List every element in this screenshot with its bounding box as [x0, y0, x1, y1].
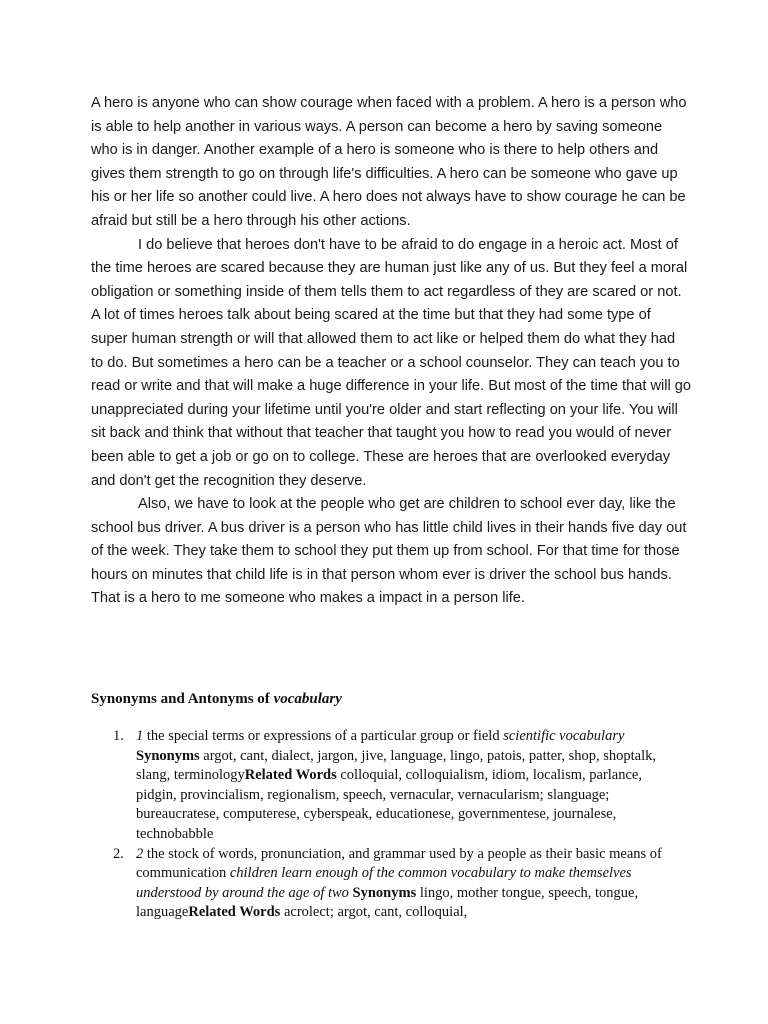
related-words-label: Related Words	[244, 767, 337, 784]
item-number: 1.	[113, 728, 124, 744]
usage-example: scientific vocabulary	[503, 728, 625, 744]
section-heading	[91, 688, 681, 710]
sense-number: 2	[136, 845, 144, 862]
definition-text: the stock of words, pronunciation, and grammar used by a people as their basic means of communication	[136, 845, 662, 882]
definition-list	[91, 727, 681, 923]
synonyms-text: argot, cant, dialect, jargon, jive, language, lingo, patois, patter, shop, shoptalk, slang, terminology	[136, 747, 657, 784]
synonyms-text: lingo, mother tongue, speech, tongue, language	[136, 884, 639, 921]
definition-item	[91, 845, 681, 923]
sense-number: 1	[136, 728, 144, 744]
heading-prefix: Synonyms and Antonyms of	[91, 691, 274, 707]
related-words-text: colloquial, colloquialism, idiom, localism, parlance, pidgin, provincialism, regionalism, speech, vernacular, vernacularism; slanguage; bureaucratese, computerese, cyberspeak, educationese, governmentese, journalese, technobabble	[136, 767, 642, 842]
related-words-label: Related Words	[188, 904, 281, 921]
definition-item	[91, 727, 681, 845]
definition-text: the special terms or expressions of a particular group or field	[143, 728, 504, 744]
item-number: 2.	[113, 845, 124, 862]
usage-example: children learn enough of the common vocabulary to make themselves understood by around the age of two	[136, 865, 632, 901]
synonyms-label: Synonyms	[352, 884, 417, 901]
related-words-text: acrolect; argot, cant, colloquial,	[280, 904, 468, 921]
vocabulary-section	[91, 688, 681, 923]
essay-paragraph: Also, we have to look at the people who get are children to school ever day, like the school bus driver. A bus driver is a person who has little child lives in their hands five day out of the week. They take them to school they put them up from school. For that time for those hours on minutes that child life is in that person whom ever is driver the school bus hands. That is a hero to me someone who makes a impact in a person life.	[91, 496, 687, 607]
heading-word: vocabulary	[273, 691, 342, 707]
hero-essay	[91, 92, 691, 611]
essay-paragraph: I do believe that heroes don't have to be afraid to do engage in a heroic act. Most of the time heroes are scared because they are human just like any of us. But they feel a moral obligation or something inside of them tells them to act regardless of they are scared or not. A lot of times heroes talk about being scared at the time but that they had some type of super human strength or will that allowed them to act like or helped them do what they had to do. But sometimes a hero can be a teacher or a school counselor. They can teach you to read or write and that will make a huge difference in your life. But most of the time that will go unappreciated during your lifetime until you're older and start reflecting on your life. You will sit back and think that without that teacher that taught you how to read you would of never been able to get a job or go on to college. These are heroes that are overlooked everyday and don't get the recognition they deserve.	[91, 236, 691, 489]
essay-paragraph: A hero is anyone who can show courage when faced with a problem. A hero is a person who is able to help another in various ways. A person can become a hero by saving someone who is in danger. Another example of a hero is someone who is there to help others and gives them strength to go on through life's difficulties. A hero can be someone who gave up his or her life so another could live. A hero does not always have to show courage he can be afraid but still be a hero through his other actions.	[91, 95, 687, 229]
synonyms-label: Synonyms	[136, 747, 200, 764]
